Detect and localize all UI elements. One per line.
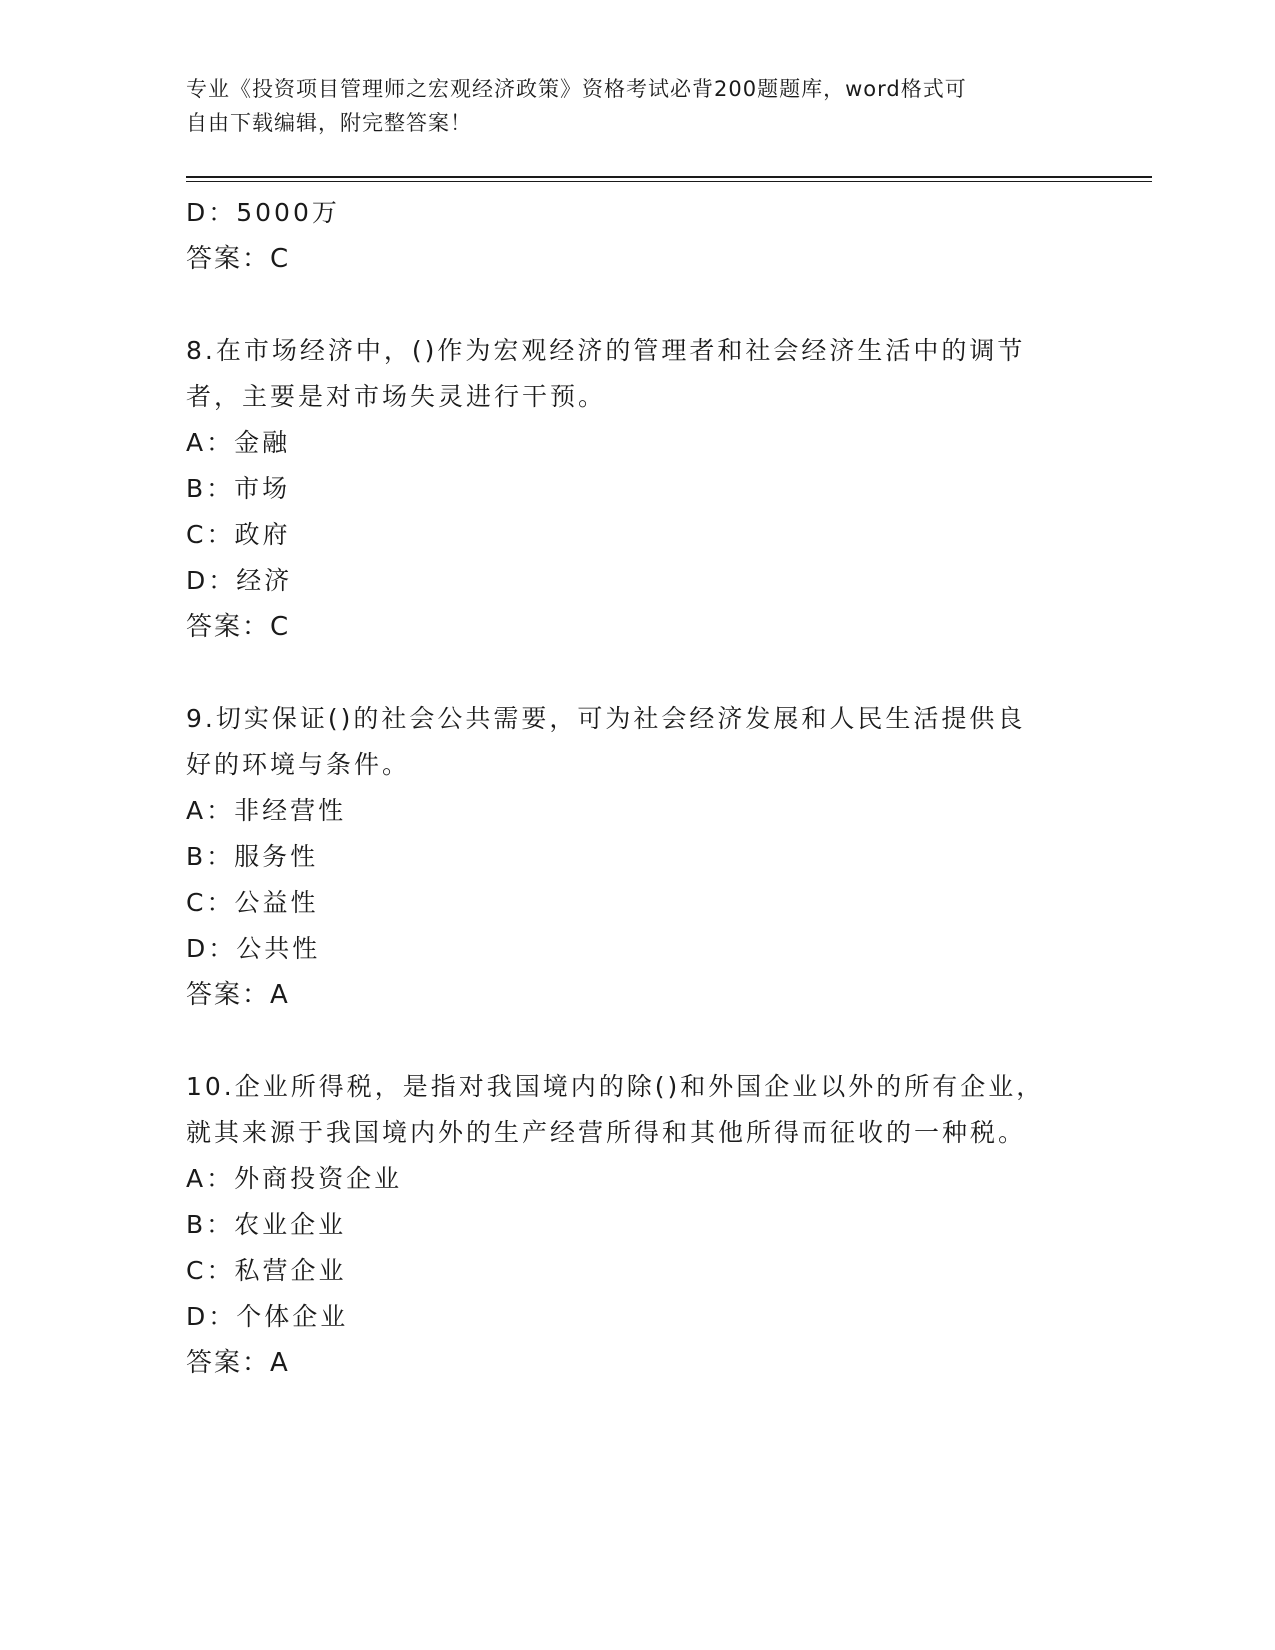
header-divider-thin	[186, 181, 1152, 182]
option-c: C：私营企业	[186, 1256, 347, 1285]
partial-question-7	[186, 190, 1086, 282]
option-a: A：非经营性	[186, 796, 347, 825]
spacer	[186, 282, 1086, 328]
option-b: B：服务性	[186, 842, 319, 871]
option-b: B：农业企业	[186, 1210, 347, 1239]
header-line-2: 自由下载编辑，附完整答案！	[186, 111, 472, 135]
spacer	[186, 650, 1086, 696]
spacer	[186, 1018, 1086, 1064]
answer: 答案：A	[186, 1348, 290, 1378]
question-8	[186, 328, 1086, 650]
question-9	[186, 696, 1086, 1018]
question-stem-line-2: 者，主要是对市场失灵进行干预。	[186, 382, 607, 411]
page-header	[186, 72, 1066, 140]
question-stem-line-2: 好的环境与条件。	[186, 750, 411, 779]
option-a: A：外商投资企业	[186, 1164, 403, 1193]
header-line-1: 专业《投资项目管理师之宏观经济政策》资格考试必背200题题库，word格式可	[186, 77, 967, 101]
option-d: D：5000万	[186, 198, 340, 227]
question-10	[186, 1064, 1086, 1386]
option-b: B：市场	[186, 474, 291, 503]
answer: 答案：A	[186, 980, 290, 1010]
answer: 答案：C	[186, 244, 291, 274]
option-c: C：公益性	[186, 888, 319, 917]
question-stem-line-2: 就其来源于我国境内外的生产经营所得和其他所得而征收的一种税。	[186, 1118, 1027, 1147]
question-stem-line-1: 9.切实保证()的社会公共需要，可为社会经济发展和人民生活提供良	[186, 704, 1026, 733]
header-divider-thick	[186, 176, 1152, 178]
question-stem-line-1: 10.企业所得税，是指对我国境内的除()和外国企业以外的所有企业，	[186, 1072, 1045, 1101]
option-d: D：公共性	[186, 934, 321, 963]
option-a: A：金融	[186, 428, 291, 457]
question-list	[186, 190, 1086, 1386]
question-stem-line-1: 8.在市场经济中，()作为宏观经济的管理者和社会经济生活中的调节	[186, 336, 1026, 365]
option-c: C：政府	[186, 520, 291, 549]
answer: 答案：C	[186, 612, 291, 642]
option-d: D：经济	[186, 566, 293, 595]
option-d: D：个体企业	[186, 1302, 349, 1331]
